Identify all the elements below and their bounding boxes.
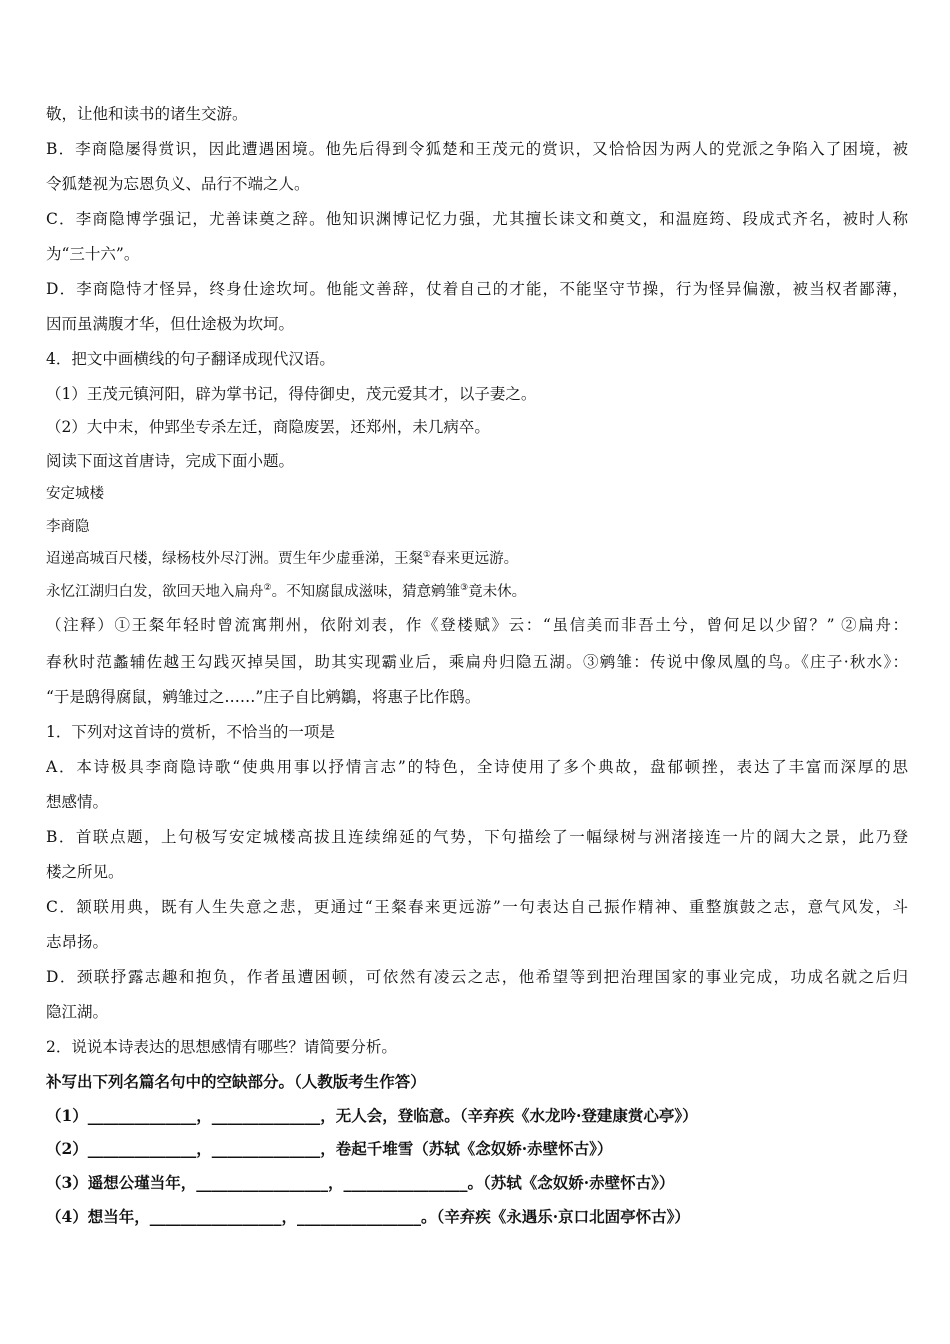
- text-line: 敬，让他和读书的诸生交游。: [46, 105, 248, 123]
- poem-text: 。不知腐鼠成滋味，猜意鹓雏: [271, 584, 461, 600]
- fill-blank-2: （2）______________，______________，卷起千堆雪（苏轼《念奴娇·赤壁怀古》）: [46, 1139, 613, 1158]
- note-marker: ②: [263, 583, 272, 594]
- annotation-line: “于是鸱得腐鼠，鹓雏过之……”庄子自比鹓鶵，将惠子比作鸱。: [46, 688, 481, 706]
- fill-blank-3: （3）遥想公瑾当年，_________________，________________。（苏轼《念奴娇·赤壁怀古》）: [46, 1173, 675, 1192]
- question-4-item-2: （2）大中末，仲郢坐专杀左迁，商隐废罢，还郑州，未几病卒。: [46, 418, 490, 436]
- text-line: 想感情。: [46, 793, 109, 811]
- note-marker: ③: [460, 583, 469, 594]
- text-line: 志昂扬。: [46, 933, 109, 951]
- note-marker: ①: [423, 550, 432, 561]
- section-heading: 补写出下列名篇名句中的空缺部分。（人教版考生作答）: [46, 1072, 426, 1091]
- poem-text: 永忆江湖归白发，欲回天地入扁舟: [46, 584, 264, 600]
- annotation-line: 春秋时范蠡辅佐越王勾践灭掉吴国，助其实现霸业后，乘扁舟归隐五湖。③鹓雏：传说中像凤凰的鸟。《庄子·秋水》：: [46, 653, 908, 671]
- option-c-line: C．李商隐博学强记，尤善诔奠之辞。他知识渊博记忆力强，尤其擅长诔文和奠文，和温庭筠、段成式齐名，被时人称: [46, 210, 908, 228]
- reading-instruction: 阅读下面这首唐诗，完成下面小题。: [46, 452, 295, 470]
- poem-text: 竟未休。: [468, 584, 527, 600]
- option-d-line: D．李商隐恃才怪异，终身仕途坎坷。他能文善辞，仗着自己的才能，不能坚守节操，行为怪异偏激，被当权者鄙薄，: [46, 280, 908, 298]
- poem-text: 春来更远游。: [431, 551, 519, 567]
- question-4-item-1: （1）王茂元镇河阳，辟为掌书记，得侍御史，茂元爱其才，以子妻之。: [46, 385, 537, 403]
- option-b-line: B．首联点题，上句极写安定城楼高拔且连续绵延的气势，下句描绘了一幅绿树与洲渚接连一片的阔大之景，此乃登: [46, 828, 908, 846]
- fill-blank-1: （1）______________，______________，无人会，登临意。（辛弃疾《水龙吟·登建康赏心亭》）: [46, 1106, 698, 1125]
- annotation-line: （注释）①王粲年轻时曾流寓荆州，依附刘表，作《登楼赋》云：“虽信美而非吾土兮，曾何足以少留？” ②扁舟：: [46, 616, 908, 634]
- option-d-line: D．颈联抒露志趣和抱负，作者虽遭困顿，可依然有凌云之志，他希望等到把治理国家的事业完成，功成名就之后归: [46, 968, 908, 986]
- text-line: 隐江湖。: [46, 1003, 109, 1021]
- text-line: 令狐楚视为忘恩负义、品行不端之人。: [46, 175, 310, 193]
- poem-author: 李商隐: [46, 519, 90, 535]
- option-a-line: A．本诗极具李商隐诗歌“使典用事以抒情言志”的特色，全诗使用了多个典故，盘郁顿挫，表达了丰富而深厚的思: [46, 758, 908, 776]
- poem-line-1: [46, 548, 908, 570]
- text-line: 为“三十六”。: [46, 245, 140, 263]
- question-1: 1．下列对这首诗的赏析，不恰当的一项是: [46, 723, 335, 741]
- option-c-line: C．颔联用典，既有人生失意之悲，更通过“王粲春来更远游”一句表达自己振作精神、重整旗鼓之志，意气风发，斗: [46, 898, 908, 916]
- option-b-line: B．李商隐屡得赏识，因此遭遇困境。他先后得到令狐楚和王茂元的赏识，又恰恰因为两人的党派之争陷入了困境，被: [46, 140, 908, 158]
- poem-title: 安定城楼: [46, 486, 104, 502]
- poem-text: 迢递高城百尺楼，绿杨枝外尽汀洲。贾生年少虚垂涕，王粲: [46, 551, 423, 567]
- question-2: 2．说说本诗表达的思想感情有哪些？请简要分析。: [46, 1038, 397, 1056]
- text-line: 因而虽满腹才华，但仕途极为坎坷。: [46, 315, 295, 333]
- fill-blank-4: （4）想当年，_________________，________________。（辛弃疾《永遇乐·京口北固亭怀古》）: [46, 1207, 690, 1226]
- poem-line-2: [46, 581, 908, 603]
- question-4: 4．把文中画横线的句子翻译成现代汉语。: [46, 350, 335, 368]
- text-line: 楼之所见。: [46, 863, 124, 881]
